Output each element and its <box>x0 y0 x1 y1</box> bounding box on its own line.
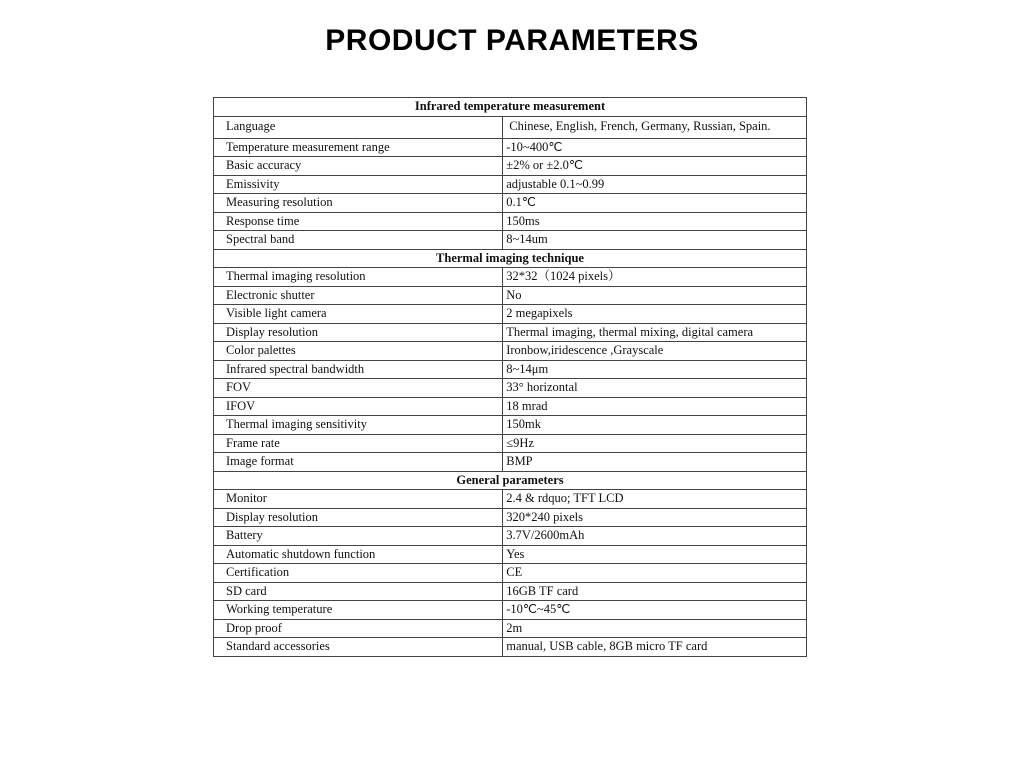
parameter-value: 2.4 & rdquo; TFT LCD <box>503 490 807 509</box>
parameter-value: Chinese, English, French, Germany, Russian, Spain. <box>503 116 807 138</box>
table-row <box>214 212 807 231</box>
parameter-value: 320*240 pixels <box>503 508 807 527</box>
parameter-name: Drop proof <box>214 619 503 638</box>
parameter-name: Response time <box>214 212 503 231</box>
table-row <box>214 416 807 435</box>
table-row <box>214 342 807 361</box>
parameter-name: Emissivity <box>214 175 503 194</box>
parameter-name: Certification <box>214 564 503 583</box>
table-row <box>214 116 807 138</box>
parameter-value: ±2% or ±2.0℃ <box>503 157 807 176</box>
parameter-value: 8~14um <box>503 231 807 250</box>
table-row <box>214 490 807 509</box>
parameter-value: Ironbow,iridescence ,Grayscale <box>503 342 807 361</box>
parameter-value: 32*32（1024 pixels） <box>503 268 807 287</box>
table-row <box>214 305 807 324</box>
parameter-name: Thermal imaging resolution <box>214 268 503 287</box>
parameter-value: 16GB TF card <box>503 582 807 601</box>
parameter-name: Display resolution <box>214 508 503 527</box>
section-header-row <box>214 249 807 268</box>
table-row <box>214 582 807 601</box>
table-row <box>214 379 807 398</box>
parameter-value: 2m <box>503 619 807 638</box>
parameter-name: Frame rate <box>214 434 503 453</box>
section-header-row <box>214 471 807 490</box>
table-row <box>214 527 807 546</box>
parameter-value: No <box>503 286 807 305</box>
parameter-name: Color palettes <box>214 342 503 361</box>
parameter-name: Working temperature <box>214 601 503 620</box>
table-row <box>214 508 807 527</box>
table-row <box>214 268 807 287</box>
parameter-value: 150ms <box>503 212 807 231</box>
parameter-name: Display resolution <box>214 323 503 342</box>
parameter-name: Monitor <box>214 490 503 509</box>
parameter-value: 33° horizontal <box>503 379 807 398</box>
parameter-value: Yes <box>503 545 807 564</box>
parameter-name: Language <box>214 116 503 138</box>
table-row <box>214 545 807 564</box>
parameter-value: 18 mrad <box>503 397 807 416</box>
parameter-name: Electronic shutter <box>214 286 503 305</box>
parameter-name: Temperature measurement range <box>214 138 503 157</box>
table-row <box>214 286 807 305</box>
parameter-value: Thermal imaging, thermal mixing, digital camera <box>503 323 807 342</box>
parameter-name: Visible light camera <box>214 305 503 324</box>
parameter-name: Standard accessories <box>214 638 503 657</box>
parameter-name: Spectral band <box>214 231 503 250</box>
parameter-value: 0.1℃ <box>503 194 807 213</box>
section-heading: Infrared temperature measurement <box>214 98 807 117</box>
table-row <box>214 360 807 379</box>
section-heading: Thermal imaging technique <box>214 249 807 268</box>
table-row <box>214 231 807 250</box>
parameter-value: -10℃~45℃ <box>503 601 807 620</box>
table-row <box>214 323 807 342</box>
table-row <box>214 564 807 583</box>
parameter-value: CE <box>503 564 807 583</box>
table-row <box>214 434 807 453</box>
table-row <box>214 638 807 657</box>
parameter-name: Image format <box>214 453 503 472</box>
parameter-value: ≤9Hz <box>503 434 807 453</box>
section-header-row <box>214 98 807 117</box>
parameter-value: manual, USB cable, 8GB micro TF card <box>503 638 807 657</box>
table-row <box>214 601 807 620</box>
parameter-name: Thermal imaging sensitivity <box>214 416 503 435</box>
parameter-name: Measuring resolution <box>214 194 503 213</box>
parameter-value: BMP <box>503 453 807 472</box>
parameter-value: 8~14μm <box>503 360 807 379</box>
table-row <box>214 157 807 176</box>
parameter-value: 2 megapixels <box>503 305 807 324</box>
section-heading: General parameters <box>214 471 807 490</box>
parameter-name: Automatic shutdown function <box>214 545 503 564</box>
table-row <box>214 397 807 416</box>
table-row <box>214 194 807 213</box>
parameter-name: IFOV <box>214 397 503 416</box>
parameter-value: 3.7V/2600mAh <box>503 527 807 546</box>
parameter-value: adjustable 0.1~0.99 <box>503 175 807 194</box>
parameter-name: Battery <box>214 527 503 546</box>
table-row <box>214 453 807 472</box>
parameter-value: -10~400℃ <box>503 138 807 157</box>
table-row <box>214 175 807 194</box>
parameter-name: SD card <box>214 582 503 601</box>
parameter-name: Infrared spectral bandwidth <box>214 360 503 379</box>
page-title: PRODUCT PARAMETERS <box>325 24 699 57</box>
table-row <box>214 619 807 638</box>
product-parameters-table <box>213 97 807 657</box>
parameter-value: 150mk <box>503 416 807 435</box>
parameter-name: FOV <box>214 379 503 398</box>
parameter-name: Basic accuracy <box>214 157 503 176</box>
table-row <box>214 138 807 157</box>
